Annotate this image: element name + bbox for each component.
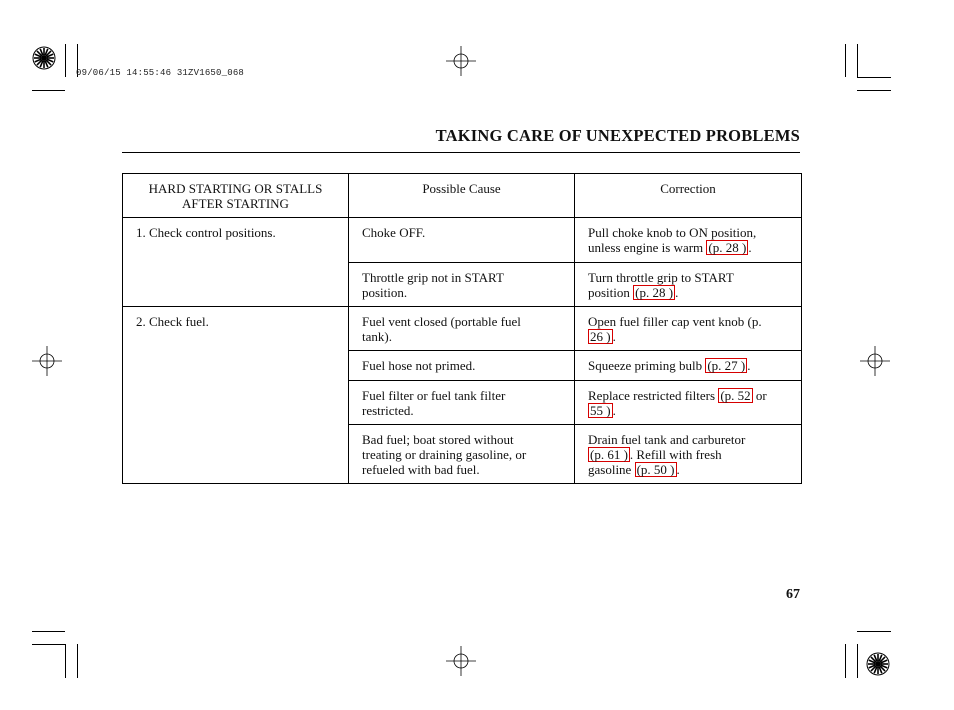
page-reference-link[interactable]: (p. 50 ) bbox=[636, 462, 675, 477]
correction-cell: Pull choke knob to ON position, unless engine is warm (p. 28 ) . bbox=[575, 218, 802, 263]
print-timestamp: 09/06/15 14:55:46 31ZV1650_068 bbox=[76, 68, 245, 78]
check-cell: 1. Check control positions. bbox=[123, 218, 349, 307]
page-reference-link[interactable]: (p. 52 bbox=[720, 388, 751, 403]
registration-sunburst-icon bbox=[866, 652, 890, 676]
crosshair-icon bbox=[446, 646, 476, 676]
registration-sunburst-icon bbox=[32, 46, 56, 70]
cause-cell: Fuel filter or fuel tank filter restricted. bbox=[349, 381, 575, 425]
page-reference-link[interactable]: 55 ) bbox=[590, 403, 611, 418]
correction-cell: Squeeze priming bulb (p. 27 ) . bbox=[575, 351, 802, 381]
column-header-correction: Correction bbox=[575, 174, 802, 218]
check-cell: 2. Check fuel. bbox=[123, 307, 349, 484]
title-divider bbox=[122, 152, 800, 153]
correction-cell: Drain fuel tank and carburetor (p. 61 ) . Refill with fresh gasoline (p. 50 ) . bbox=[575, 425, 802, 484]
page-reference-link[interactable]: 26 ) bbox=[590, 329, 611, 344]
cause-cell: Choke OFF. bbox=[349, 218, 575, 263]
crosshair-icon bbox=[446, 46, 476, 76]
crosshair-icon bbox=[32, 346, 62, 376]
cause-cell: Fuel hose not primed. bbox=[349, 351, 575, 381]
crosshair-icon bbox=[860, 346, 890, 376]
table-row bbox=[123, 307, 802, 351]
table-header-row bbox=[123, 174, 802, 218]
page-reference-link[interactable]: (p. 27 ) bbox=[707, 358, 746, 373]
column-header-symptom: HARD STARTING OR STALLS AFTER STARTING bbox=[123, 174, 349, 218]
page-reference-link[interactable]: (p. 61 ) bbox=[590, 447, 628, 462]
cause-cell: Fuel vent closed (portable fuel tank). bbox=[349, 307, 575, 351]
correction-cell: Turn throttle grip to START position (p. 28 ) . bbox=[575, 263, 802, 307]
cause-cell: Throttle grip not in START position. bbox=[349, 263, 575, 307]
troubleshooting-table bbox=[122, 173, 802, 484]
page-number: 67 bbox=[786, 587, 800, 602]
correction-cell: Replace restricted filters (p. 52 or 55 ) . bbox=[575, 381, 802, 425]
page-reference-link[interactable]: (p. 28 ) bbox=[708, 240, 747, 255]
page-reference-link[interactable]: (p. 28 ) bbox=[635, 285, 674, 300]
table-row bbox=[123, 218, 802, 263]
section-title: TAKING CARE OF UNEXPECTED PROBLEMS bbox=[435, 126, 800, 145]
correction-cell: Open fuel filler cap vent knob (p. 26 ) . bbox=[575, 307, 802, 351]
cause-cell: Bad fuel; boat stored without treating or draining gasoline, or refueled with bad fuel. bbox=[349, 425, 575, 484]
column-header-cause: Possible Cause bbox=[349, 174, 575, 218]
